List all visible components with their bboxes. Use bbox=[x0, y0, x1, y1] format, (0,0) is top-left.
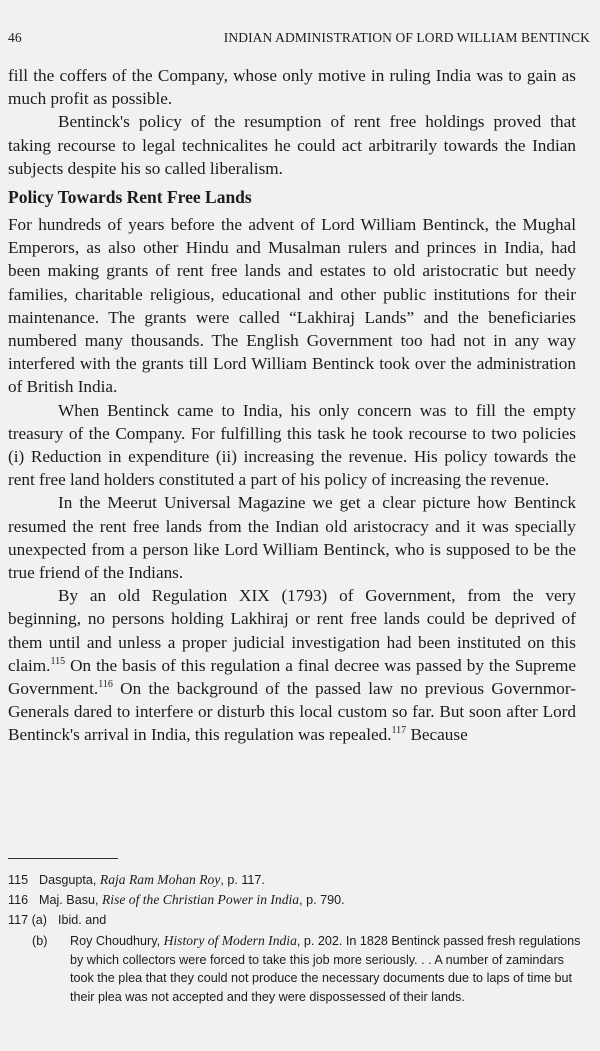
footnote-number: 116 bbox=[8, 893, 29, 907]
running-title: INDIAN ADMINISTRATION OF LORD WILLIAM BENTINCK bbox=[223, 30, 590, 45]
footnote-117a bbox=[8, 910, 583, 930]
footnote-text: , p. 202. In 1828 Bentinck passed fresh regulations by which collectors were forced to take this job more seriously. . . A number of zamindars took the plea that they could not produce the necessary documents due to laps of time but their plea was not accepted and they were dispossessed of their lands. bbox=[70, 934, 581, 1004]
paragraph-text: Because bbox=[406, 725, 468, 745]
footnote-ref: 115 bbox=[50, 655, 66, 667]
footnote-text: , p. 790. bbox=[299, 893, 345, 907]
footnote-number: (b) bbox=[32, 934, 48, 948]
footnote-text: Dasgupta, bbox=[39, 873, 100, 887]
footnote-115 bbox=[8, 870, 583, 890]
paragraph-text: On the background of the passed law no previous Governmor-Generals dared to interfere or disturb this local custom so far. But soon after Lord Bentinck's arrival in India, this regulation was repealed. bbox=[8, 679, 576, 745]
paragraph: Bentinck's policy of the resumption of rent free holdings proved that taking recourse to legal technicalites he could act arbitrarily towards the Indian subjects despite his so called liberalism. bbox=[8, 112, 576, 178]
paragraph-text: By an old Regulation XIX (1793) of Government, from the very beginning, no persons holding Lakhiraj or rent free lands could be deprived of them until and unless a proper judicial investigation had been instituted on this claim. bbox=[8, 586, 576, 675]
footnote-number: 117 (a) bbox=[8, 913, 47, 927]
footnote-117b bbox=[8, 932, 583, 1006]
footnote-text: , p. 117. bbox=[220, 873, 265, 887]
page-header bbox=[8, 30, 590, 50]
footnote-divider bbox=[8, 858, 118, 859]
footnote-number: 115 bbox=[8, 873, 29, 887]
footnote-text: Roy Choudhury, bbox=[70, 934, 164, 948]
citation-title: Rise of the Christian Power in India bbox=[102, 892, 300, 907]
citation-title: Raja Ram Mohan Roy bbox=[99, 872, 221, 887]
paragraph-text: On the basis of this regulation a final decree was passed by the Supreme Government. bbox=[8, 655, 576, 699]
citation-title: History of Modern India bbox=[163, 933, 297, 948]
footnote-text: Ibid. and bbox=[58, 913, 107, 927]
footnote-text: Maj. Basu, bbox=[39, 893, 102, 907]
paragraph: In the Meerut Universal Magazine we get a clear picture how Bentinck resumed the rent free lands from the Indian old aristocracy and it was specially unexpected from a person like Lord William Bentinck, who is supposed to be the true friend of the Indians. bbox=[8, 493, 576, 583]
paragraph: When Bentinck came to India, his only concern was to fill the empty treasury of the Company. For fulfilling this task he took recourse to two policies (i) Reduction in expenditure (ii) increasing the revenue. His policy towards the rent free land holders constituted a part of his policy of increasing the revenue. bbox=[8, 400, 576, 490]
footnote-ref: 116 bbox=[98, 679, 113, 691]
page-number: 46 bbox=[8, 30, 22, 45]
section-heading: Policy Towards Rent Free Lands bbox=[8, 187, 252, 208]
footnote-ref: 117 bbox=[391, 725, 407, 737]
footnote-116 bbox=[8, 890, 583, 910]
paragraph bbox=[8, 584, 576, 746]
paragraph: fill the coffers of the Company, whose only motive in ruling India was to gain as much profit as possible. bbox=[8, 66, 576, 109]
paragraph: For hundreds of years before the advent of Lord William Bentinck, the Mughal Emperors, as also other Hindu and Musalman rulers and princes in India, had been making grants of rent free lands and estates to old aristocratic but needy families, charitable religious, educational and other public institutions for their maintenance. The grants were called “Lakhiraj Lands” and the beneficiaries numbered many thousands. The English Government too had not in any way interfered with the grants till Lord William Bentinck took over the administration of British India. bbox=[8, 215, 576, 397]
footnotes bbox=[8, 870, 583, 1006]
body-text bbox=[8, 64, 576, 747]
